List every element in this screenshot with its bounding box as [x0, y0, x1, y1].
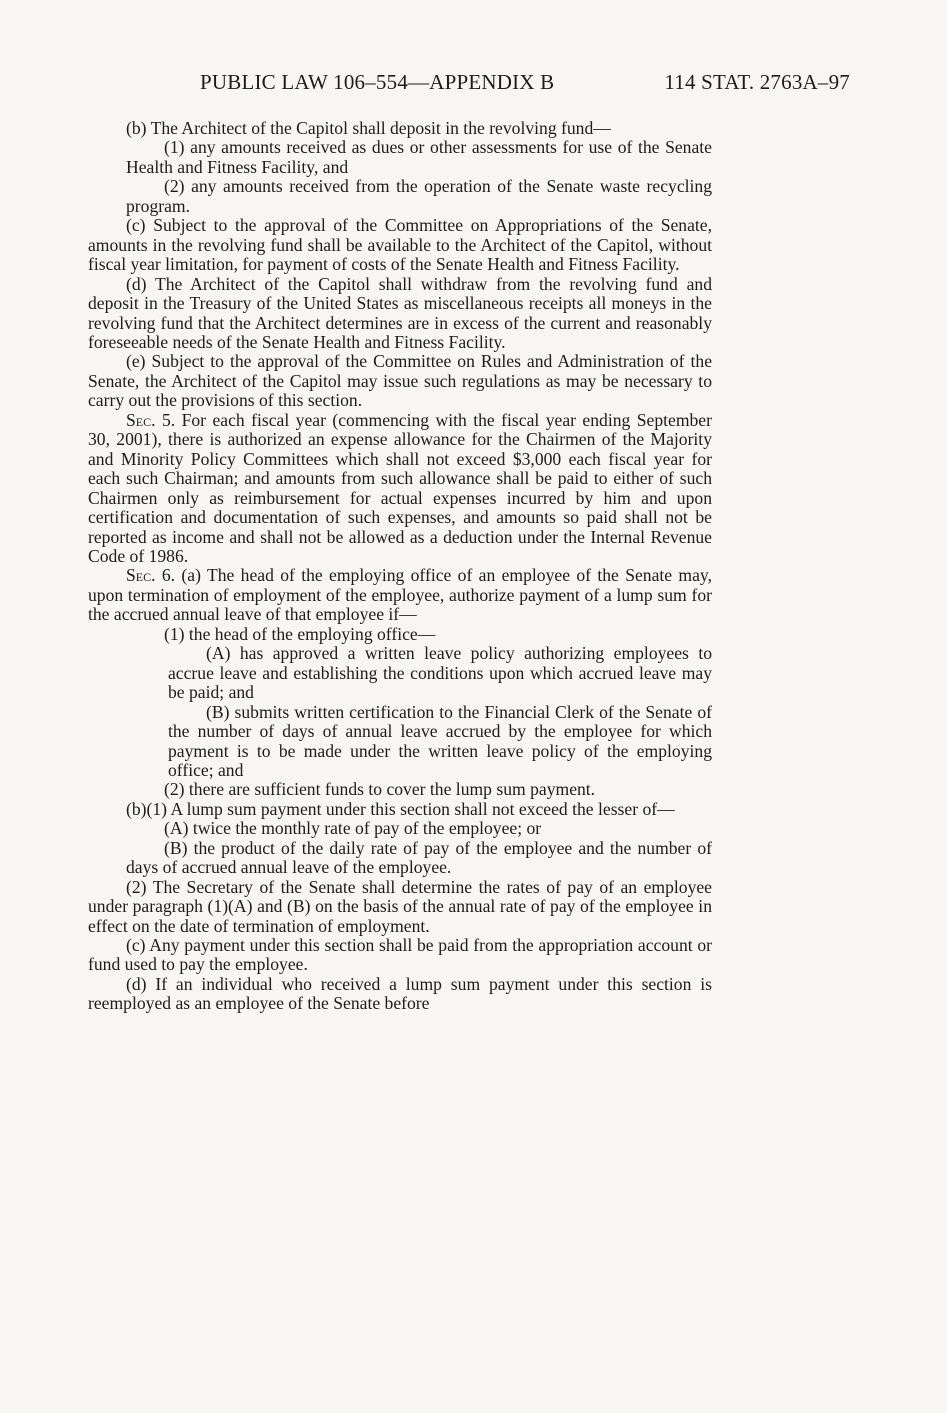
section-5 — [88, 411, 712, 567]
subclause-a-leave-policy: (A) has approved a written leave policy authorizing employees to accrue leave and establishing the conditions upon which accrued leave may be paid; and — [168, 643, 712, 703]
paragraph-b-deposit: (b) The Architect of the Capitol shall deposit in the revolving fund— — [126, 118, 611, 138]
clause-2-sufficient-funds: (2) there are sufficient funds to cover the lump sum payment. — [164, 779, 596, 800]
section-5-label: Sec. 5. — [126, 409, 176, 430]
clause-1-dues: (1) any amounts received as dues or other assessments for use of the Senate Health and Fitness Facility, and — [126, 137, 712, 177]
statute-citation: 114 STAT. 2763A–97 — [664, 70, 850, 94]
law-title: PUBLIC LAW 106–554—APPENDIX B — [200, 70, 555, 94]
paragraph-c-availability: (c) Subject to the approval of the Committee on Appropriations of the Senate, amounts in the revolving fund shall be available to the Architect of the Capitol, without fiscal year limitation, for payment of costs of the Senate Health and Fitness Facility. — [88, 215, 712, 275]
paragraph-e-regulations: (e) Subject to the approval of the Committee on Rules and Administration of the Senate, the Architect of the Capitol may issue such regulations as may be necessary to carry out the provisions of this section. — [88, 351, 712, 411]
clause-2-recycling: (2) any amounts received from the operation of the Senate waste recycling program. — [126, 176, 712, 216]
body-text — [88, 119, 712, 1014]
paragraph-d-withdrawal: (d) The Architect of the Capitol shall withdraw from the revolving fund and deposit in the Treasury of the United States as miscellaneous receipts all moneys in the revolving fund that the Architect determines are in excess of the current and reasonably foreseeable needs of the Senate Health and Fitness Facility. — [88, 273, 712, 352]
clause-1-head-of-office: (1) the head of the employing office— — [164, 623, 436, 644]
paragraph-b2-rates: (2) The Secretary of the Senate shall determine the rates of pay of an employee under paragraph (1)(A) and (B) on the basis of the annual rate of pay of the employee in effect on the date of termination of employment. — [88, 876, 712, 936]
section-6-text: (a) The head of the employing office of an employee of the Senate may, upon termination of employment of the employee, authorize payment of a lump sum for the accrued annual leave of that employee if— — [88, 565, 712, 625]
section-5-text: For each fiscal year (commencing with the fiscal year ending September 30, 2001), there is authorized an expense allowance for the Chairmen of the Majority and Minority Policy Committees which shall not exceed $3,000 each fiscal year for each such Chairman; and amounts from such allowance shall be paid to either of such Chairmen only as reimbursement for actual expenses incurred by him and upon certification and documentation of such expenses, and amounts so paid shall not be reported as income and shall not be allowed as a deduction under the Internal Revenue Code of 1986. — [88, 409, 712, 566]
paragraph-d-reemployment: (d) If an individual who received a lump sum payment under this section is reemployed as an employee of the Senate before — [88, 973, 712, 1014]
paragraph-b1-limit: (b)(1) A lump sum payment under this section shall not exceed the lesser of— — [126, 798, 675, 819]
subclause-b-daily-rate: (B) the product of the daily rate of pay of the employee and the number of days of accrued annual leave of the employee. — [126, 837, 712, 878]
section-6-label: Sec. 6. — [126, 565, 176, 586]
paragraph-c-payment-source: (c) Any payment under this section shall be paid from the appropriation account or fund used to pay the employee. — [88, 935, 712, 975]
subclause-a-twice-monthly: (A) twice the monthly rate of pay of the employee; or — [164, 818, 542, 839]
subclause-b-certification: (B) submits written certification to the Financial Clerk of the Senate of the number of days of annual leave accrued by the employee for which payment is to be made under the written leave policy of the employing office; and — [168, 701, 712, 780]
section-6 — [88, 566, 712, 624]
